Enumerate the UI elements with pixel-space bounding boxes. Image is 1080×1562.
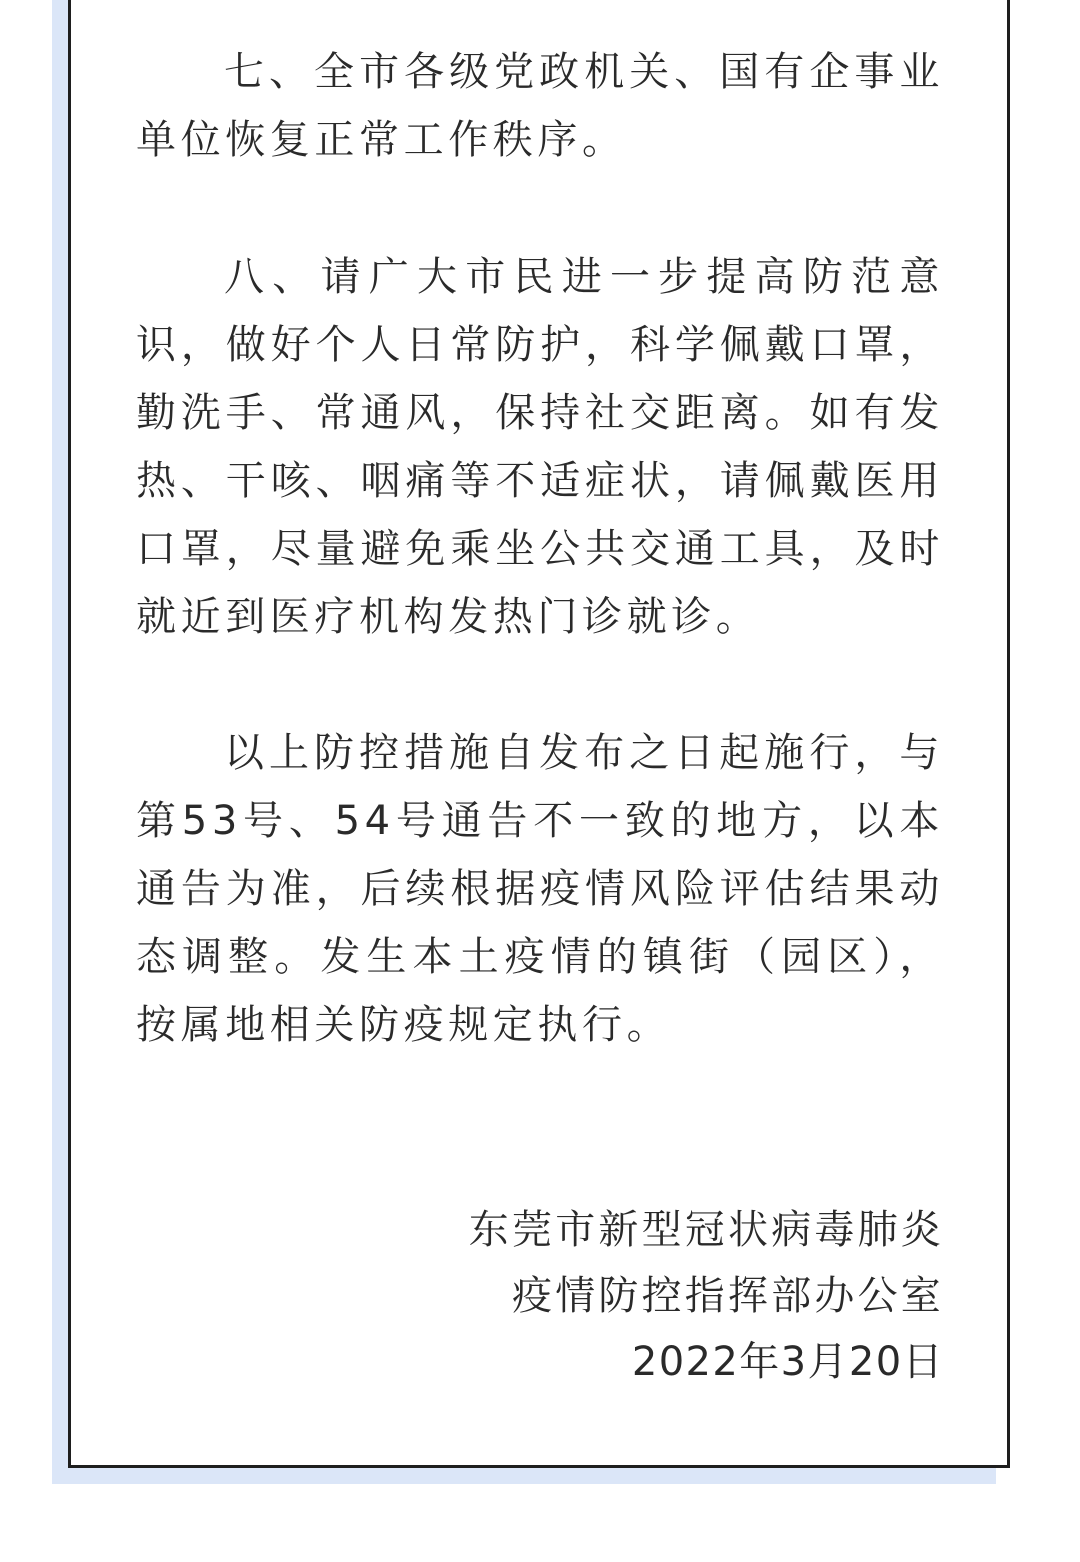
signature-issuer-line-1: 东莞市新型冠状病毒肺炎 xyxy=(468,1207,944,1253)
notice-paragraph-item-7: 七、全市各级党政机关、国有企事业单位恢复正常工作秩序。 xyxy=(136,49,944,163)
signature-issuer-line-2: 疫情防控指挥部办公室 xyxy=(512,1273,944,1319)
notice-paragraph-item-8: 八、请广大市民进一步提高防范意识，做好个人日常防护，科学佩戴口罩，勤洗手、常通风，保持社交距离。如有发热、干咳、咽痛等不适症状，请佩戴医用口罩，尽量避免乘坐公共交通工具，及时就近到医疗机构发热门诊就诊。 xyxy=(136,254,944,640)
signature-block xyxy=(469,1197,944,1395)
notice-paragraph-closing: 以上防控措施自发布之日起施行，与第53号、54号通告不一致的地方，以本通告为准，后续根据疫情风险评估结果动态调整。发生本土疫情的镇街（园区），按属地相关防疫规定执行。 xyxy=(136,730,944,1048)
signature-date: 2022年3月20日 xyxy=(631,1339,944,1385)
